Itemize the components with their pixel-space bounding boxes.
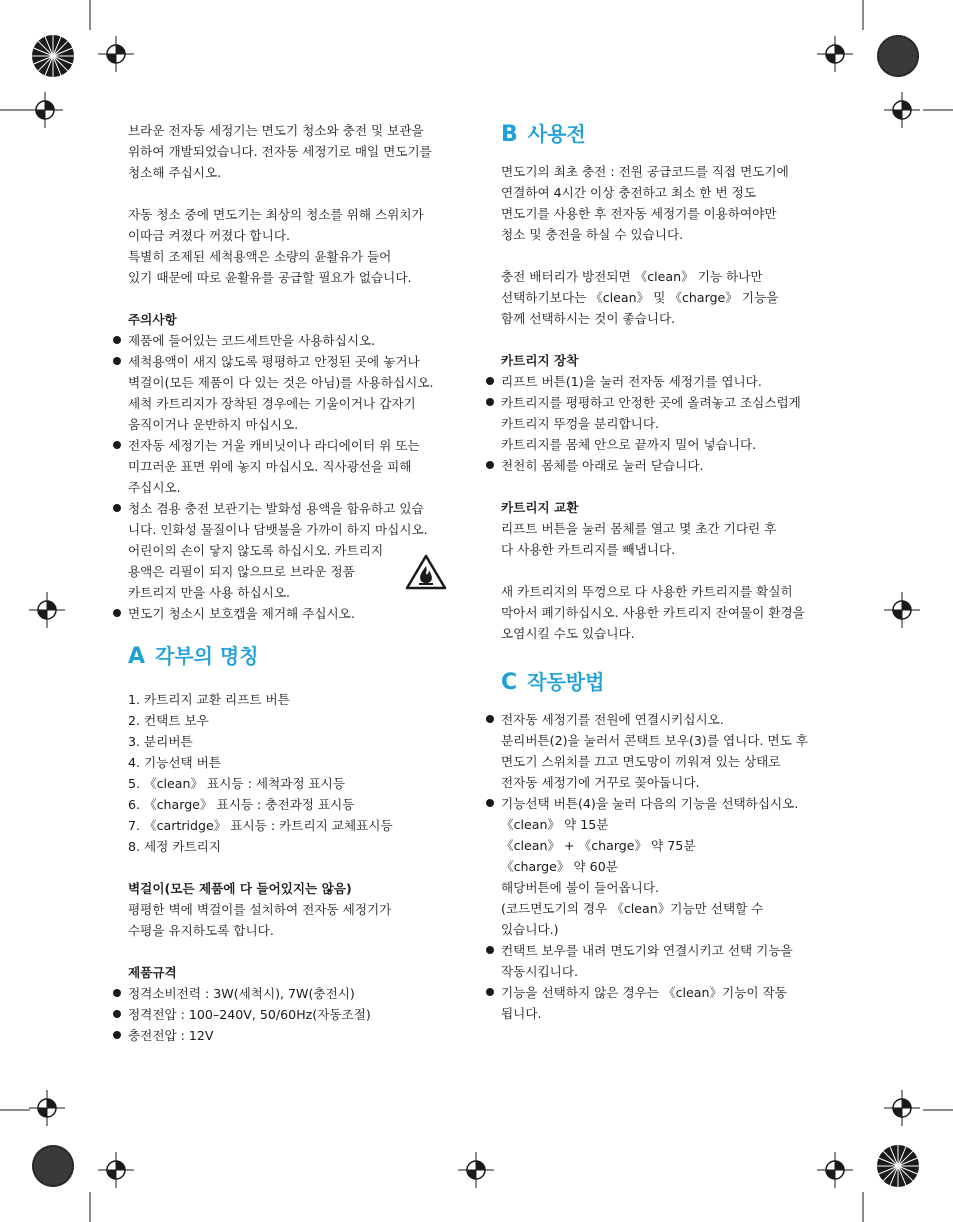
part-item: 1. 카트리지 교환 리프트 버튼 xyxy=(128,692,290,707)
caution-item: 청소 겸용 충전 보관기는 발화성 용액을 함유하고 있습 니다. 인화성 물질이나 담뱃불을 가까이 하지 마십시오. 어린이의 손이 닿지 않도록 하십시오. 카트리지 용액은 리필이 되지 않으므로 브라운 정품 카트리지 만을 사용 하십시오. xyxy=(113,498,458,603)
bullet-icon xyxy=(113,504,121,512)
wall-mount-heading: 벽걸이(모든 제품에 다 들어있지는 않음) xyxy=(128,881,352,896)
registration-mark-icon xyxy=(98,36,134,72)
caution-item: 면도기 청소시 보호캡을 제거해 주십시오. xyxy=(113,603,458,624)
part-item: 8. 세정 카트리지 xyxy=(128,839,222,854)
bullet-icon xyxy=(113,1031,121,1039)
bullet-icon xyxy=(113,441,121,449)
registration-mark-icon xyxy=(884,592,920,628)
section-c-heading: C 작동방법 xyxy=(501,670,605,695)
cartridge-change-text-2: 새 카트리지의 뚜껑으로 다 사용한 카트리지를 확실히 막아서 폐기하십시오. 사용한 카트리지 잔여물이 환경을 오염시킬 수도 있습니다. xyxy=(501,584,805,641)
operation-item: 컨택트 보우를 내려 면도기와 연결시키고 선택 기능을 작동시킵니다. xyxy=(486,940,831,982)
part-item: 7. 《cartridge》 표시등 : 카트리지 교체표시등 xyxy=(128,818,393,833)
registration-mark-icon xyxy=(27,92,63,128)
registration-mark-icon xyxy=(884,1090,920,1126)
part-item: 2. 컨택트 보우 xyxy=(128,713,209,728)
part-item: 5. 《clean》 표시등 : 세척과정 표시등 xyxy=(128,776,345,791)
bullet-icon xyxy=(113,989,121,997)
spec-item: 충전전압 : 12V xyxy=(113,1025,458,1046)
caution-item: 제품에 들어있는 코드세트만을 사용하십시오. xyxy=(113,330,458,351)
before-use-paragraph-1: 면도기의 최초 충전 : 전원 공급코드를 직접 면도기에 연결하여 4시간 이상 충전하고 최소 한 번 정도 면도기를 사용한 후 전자동 세정기를 이용하여야만 청소 및 충전을 하실 수 있습니다. xyxy=(501,164,789,242)
cartridge-install-item: 카트리지를 평평하고 안정한 곳에 올려놓고 조심스럽게 카트리지 뚜껑을 분리합니다. 카트리지를 몸체 안으로 끝까지 밀어 넣습니다. xyxy=(486,392,831,455)
right-column xyxy=(486,120,831,1024)
part-item: 4. 기능선택 버튼 xyxy=(128,755,222,770)
star-target-icon xyxy=(876,1144,920,1188)
bullet-icon xyxy=(113,1010,121,1018)
registration-mark-icon xyxy=(817,36,853,72)
spec-heading: 제품규격 xyxy=(128,965,177,980)
bullet-icon xyxy=(486,377,494,385)
left-column xyxy=(113,120,458,1046)
bullet-icon xyxy=(486,398,494,406)
cartridge-change-heading: 카트리지 교환 xyxy=(501,500,579,515)
registration-mark-icon xyxy=(98,1152,134,1188)
operation-item: 기능선택 버튼(4)을 눌러 다음의 기능을 선택하십시오. 《clean》 약 15분 《clean》 + 《charge》 약 75분 《charge》 약 60분 해당버튼에 불이 들어옵니다. (코드면도기의 경우 《clean》기능만 선택할 수 있습니다.) xyxy=(486,793,831,940)
section-a-heading: A 각부의 명칭 xyxy=(128,644,259,669)
operation-item: 기능을 선택하지 않은 경우는 《clean》기능이 작동 됩니다. xyxy=(486,982,831,1024)
cartridge-install-heading: 카트리지 장착 xyxy=(501,353,579,368)
star-target-icon xyxy=(31,1144,75,1188)
bullet-icon xyxy=(486,799,494,807)
spec-item: 정격전압 : 100–240V, 50/60Hz(자동조절) xyxy=(113,1004,458,1025)
star-target-icon xyxy=(876,34,920,78)
operation-item: 전자동 세정기를 전원에 연결시키십시오. 분리버튼(2)을 눌러서 콘택트 보우(3)를 엽니다. 면도 후 면도기 스위치를 끄고 면도망이 끼워져 있는 상태로 전자동 세정기에 거꾸로 꽂아둡니다. xyxy=(486,709,831,793)
caution-heading: 주의사항 xyxy=(128,312,177,327)
part-item: 3. 분리버튼 xyxy=(128,734,193,749)
caution-item: 전자동 세정기는 거울 캐비닛이나 라디에이터 위 또는 미끄러운 표면 위에 놓지 마십시오. 직사광선을 피해 주십시오. xyxy=(113,435,458,498)
cartridge-change-text-1: 리프트 버튼을 눌러 몸체를 열고 몇 초간 기다린 후 다 사용한 카트리지를 빼냅니다. xyxy=(501,521,777,557)
bullet-icon xyxy=(486,946,494,954)
bullet-icon xyxy=(113,336,121,344)
cartridge-install-item: 천천히 몸체를 아래로 눌러 닫습니다. xyxy=(486,455,831,476)
caution-item: 세척용액이 새지 않도록 평평하고 안정된 곳에 놓거나 벽걸이(모든 제품이 다 있는 것은 아님)를 사용하십시오. 세척 카트리지가 장착된 경우에는 기울이거나 갑자기 움직이거나 운반하지 마십시오. xyxy=(113,351,458,435)
bullet-icon xyxy=(486,715,494,723)
registration-mark-icon xyxy=(817,1152,853,1188)
bullet-icon xyxy=(113,357,121,365)
part-item: 6. 《charge》 표시등 : 충전과정 표시등 xyxy=(128,797,355,812)
registration-mark-icon xyxy=(29,592,65,628)
intro-paragraph-2: 자동 청소 중에 면도기는 최상의 청소를 위해 스위치가 이따금 켜졌다 꺼졌다 합니다. 특별히 조제된 세척용액은 소량의 윤활유가 들어 있기 때문에 따로 윤활유를 공급할 필요가 없습니다. xyxy=(128,207,424,285)
bullet-icon xyxy=(113,609,121,617)
registration-mark-icon xyxy=(29,1090,65,1126)
flammable-warning-icon xyxy=(405,554,447,590)
bullet-icon xyxy=(486,988,494,996)
star-target-icon xyxy=(31,34,75,78)
registration-mark-icon xyxy=(458,1152,494,1188)
intro-paragraph-1: 브라운 전자동 세정기는 면도기 청소와 충전 및 보관을 위하여 개발되었습니다. 전자동 세정기로 매일 면도기를 청소해 주십시오. xyxy=(128,123,432,180)
bullet-icon xyxy=(486,461,494,469)
wall-mount-text: 평평한 벽에 벽걸이를 설치하여 전자동 세정기가 수평을 유지하도록 합니다. xyxy=(128,902,392,938)
parts-list xyxy=(113,689,458,857)
section-b-heading: B 사용전 xyxy=(501,122,586,147)
registration-mark-icon xyxy=(884,92,920,128)
before-use-paragraph-2: 충전 배터리가 방전되면 《clean》 기능 하나만 선택하기보다는 《clean》 및 《charge》 기능을 함께 선택하시는 것이 좋습니다. xyxy=(501,269,779,326)
spec-item: 정격소비전력 : 3W(세척시), 7W(충전시) xyxy=(113,983,458,1004)
cartridge-install-item: 리프트 버튼(1)을 눌러 전자동 세정기를 엽니다. xyxy=(486,371,831,392)
